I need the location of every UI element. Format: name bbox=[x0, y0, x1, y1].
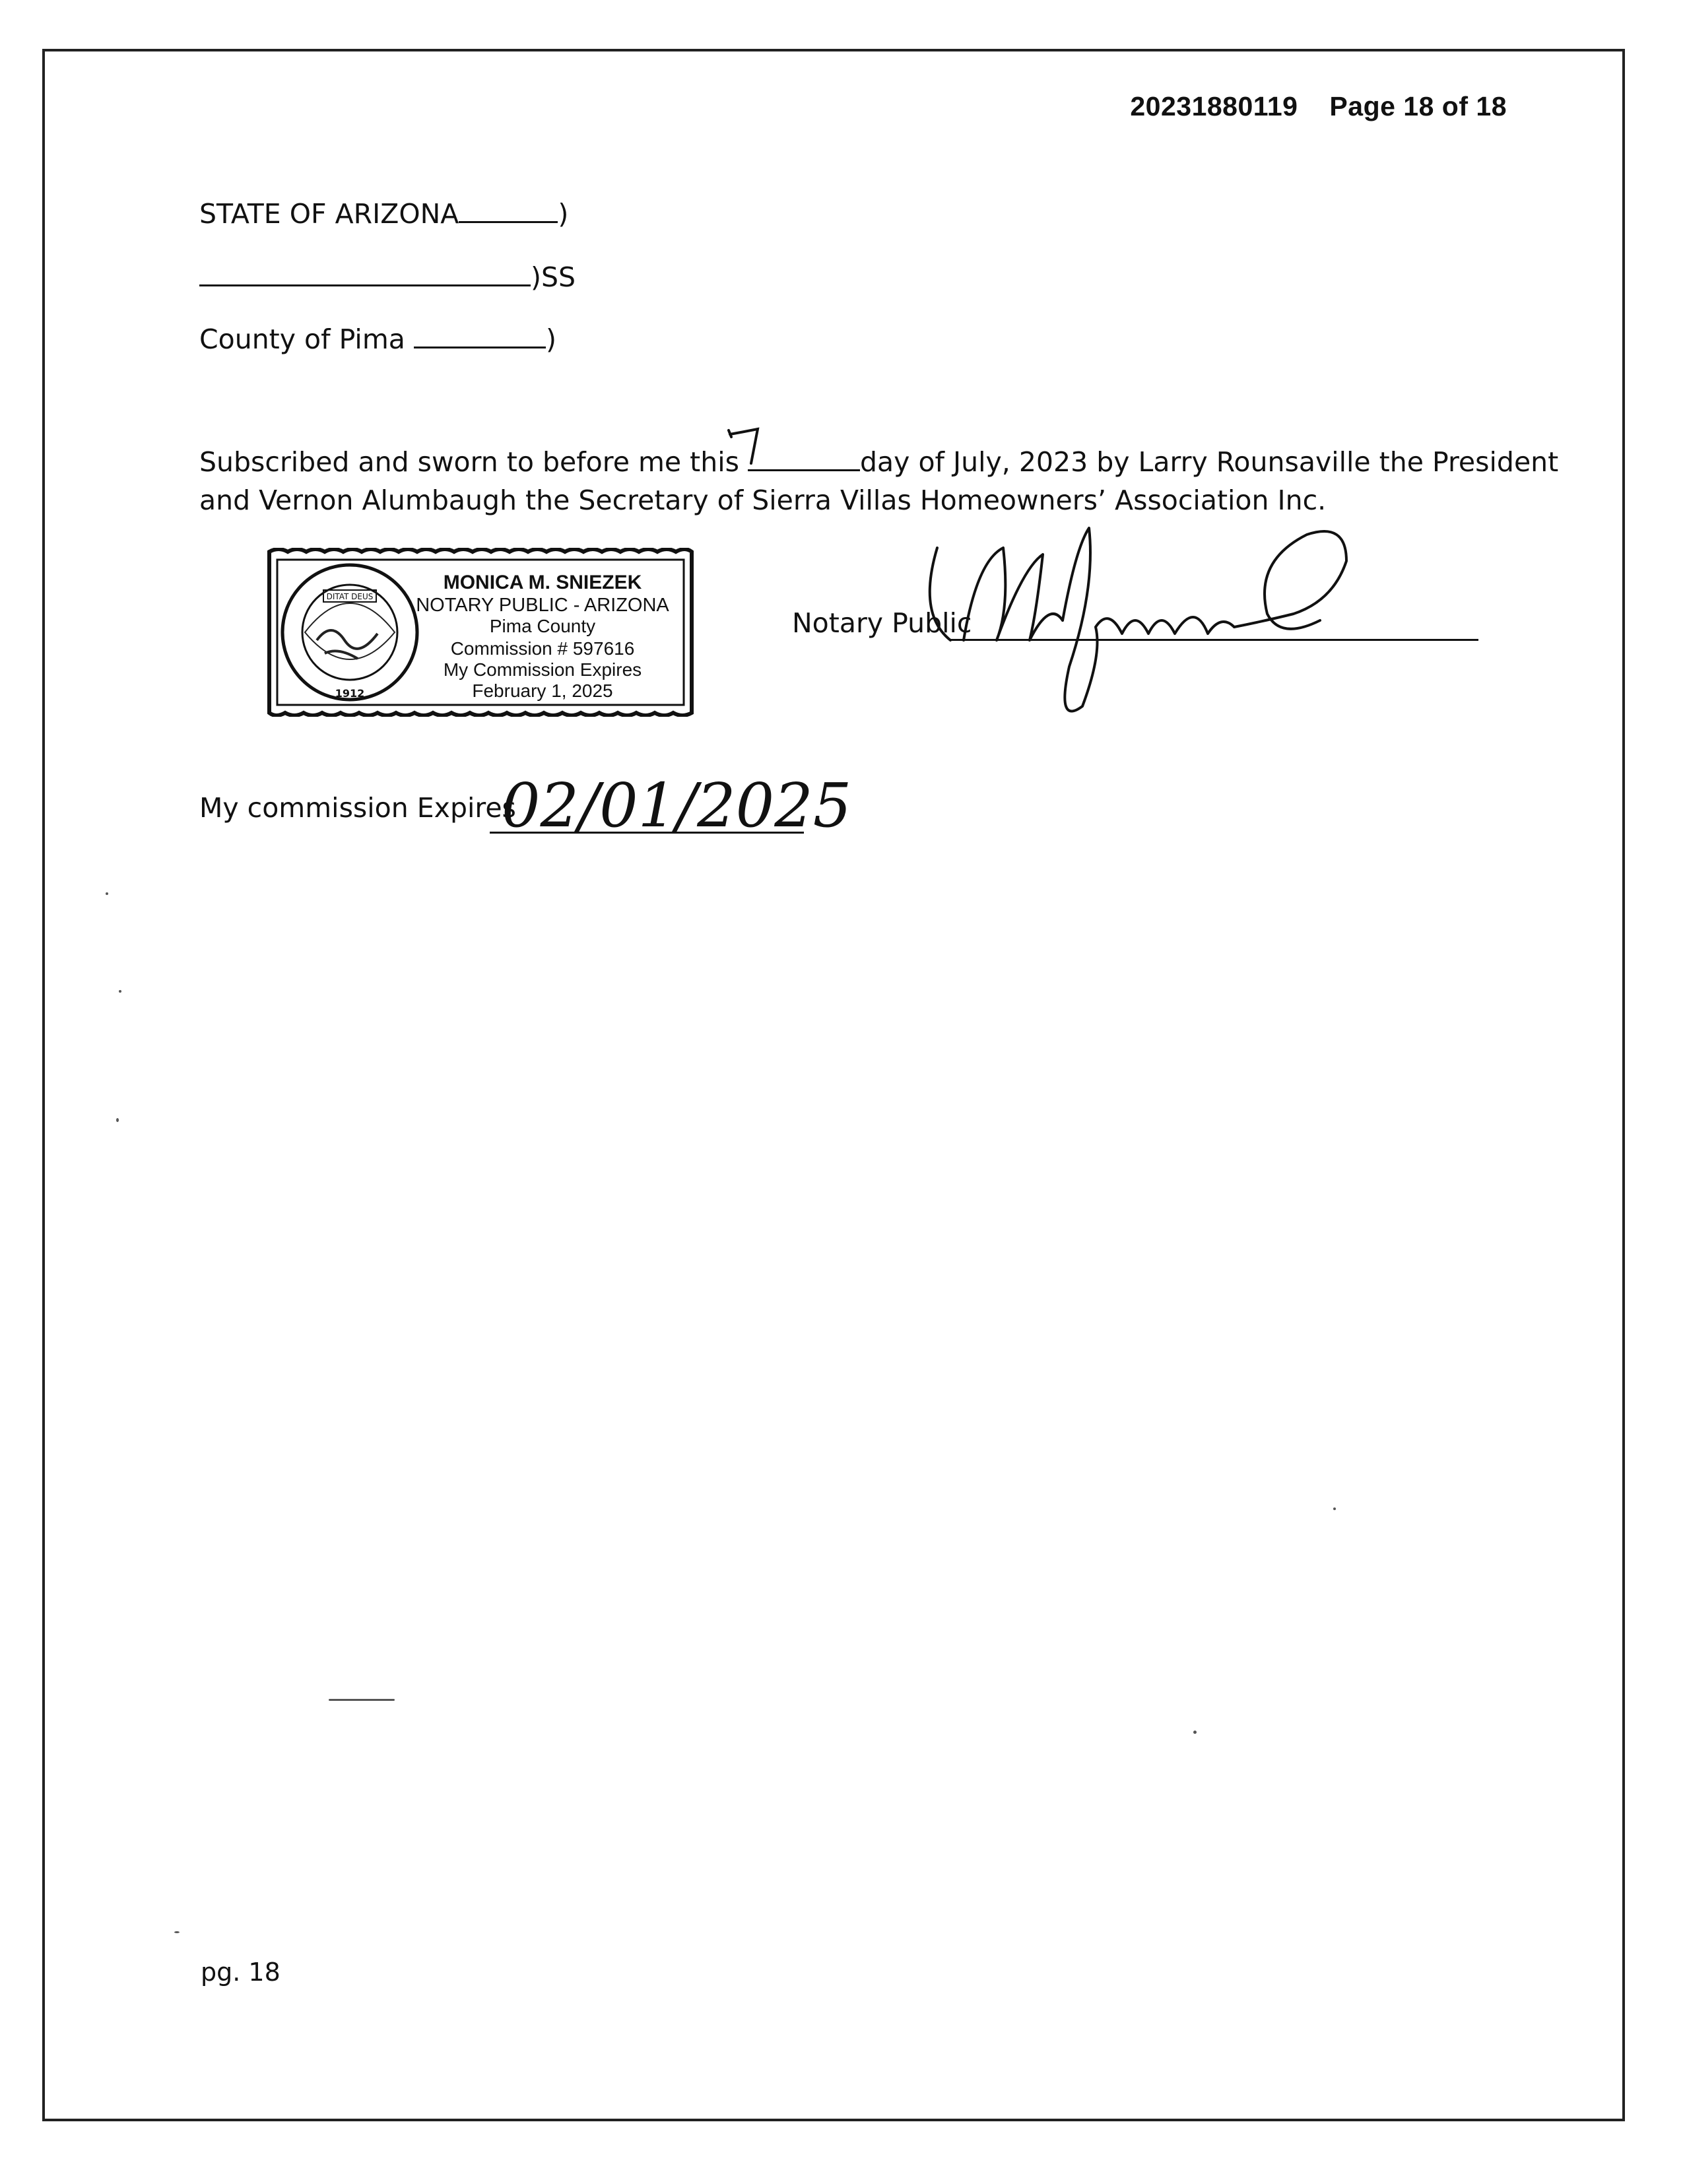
scan-speck bbox=[119, 990, 121, 993]
scan-speck bbox=[174, 1931, 180, 1933]
notary-expires-date: February 1, 2025 bbox=[472, 680, 613, 701]
commission-expires-label: My commission Expires bbox=[199, 792, 516, 824]
notary-title: NOTARY PUBLIC - ARIZONA bbox=[416, 595, 669, 616]
county-line bbox=[199, 323, 556, 355]
jurat-suffix: day of July, 2023 by Larry Rounsaville the President bbox=[860, 446, 1559, 478]
scan-speck bbox=[116, 1118, 119, 1122]
handwritten-expiration-date bbox=[502, 752, 871, 865]
ss-label: )SS bbox=[531, 261, 576, 293]
ss-blank bbox=[199, 262, 531, 286]
notary-county: Pima County bbox=[489, 616, 596, 636]
page-border bbox=[42, 49, 1625, 2121]
notary-commission-number: Commission # 597616 bbox=[450, 638, 635, 659]
state-paren: ) bbox=[558, 198, 569, 230]
state-label: STATE OF ARIZONA bbox=[199, 198, 459, 230]
scan-speck bbox=[106, 892, 108, 895]
jurat-line-1 bbox=[199, 446, 1558, 478]
page-number: pg. 18 bbox=[201, 1958, 281, 1987]
page-label: Page 18 of 18 bbox=[1329, 91, 1507, 121]
scan-speck bbox=[1333, 1507, 1336, 1510]
notary-name: MONICA M. SNIEZEK bbox=[443, 572, 642, 593]
seal-motto: DITAT DEUS bbox=[326, 592, 374, 601]
ss-line bbox=[199, 261, 576, 293]
notary-public-label: Notary Public bbox=[792, 607, 972, 639]
jurat-prefix: Subscribed and sworn to before me this bbox=[199, 446, 739, 478]
page-header bbox=[1130, 91, 1507, 122]
scan-speck bbox=[329, 1699, 395, 1701]
state-line bbox=[199, 198, 568, 230]
svg-text:02/01/2025: 02/01/2025 bbox=[502, 770, 852, 841]
notary-stamp bbox=[265, 548, 696, 717]
county-paren: ) bbox=[545, 323, 556, 355]
seal-year: 1912 bbox=[335, 687, 365, 700]
scan-speck bbox=[1193, 1731, 1197, 1734]
county-label: County of Pima bbox=[199, 323, 405, 355]
handwritten-day bbox=[725, 422, 764, 475]
svg-text:7: 7 bbox=[744, 455, 745, 456]
day-blank bbox=[748, 447, 860, 471]
county-blank bbox=[414, 324, 546, 348]
notary-signature bbox=[924, 508, 1412, 733]
document-number: 20231880119 bbox=[1130, 91, 1298, 121]
jurat-line-2: and Vernon Alumbaugh the Secretary of Sierra Villas Homeowners’ Association Inc. bbox=[199, 484, 1327, 516]
state-blank bbox=[459, 199, 558, 223]
notary-expires-label: My Commission Expires bbox=[443, 659, 642, 680]
